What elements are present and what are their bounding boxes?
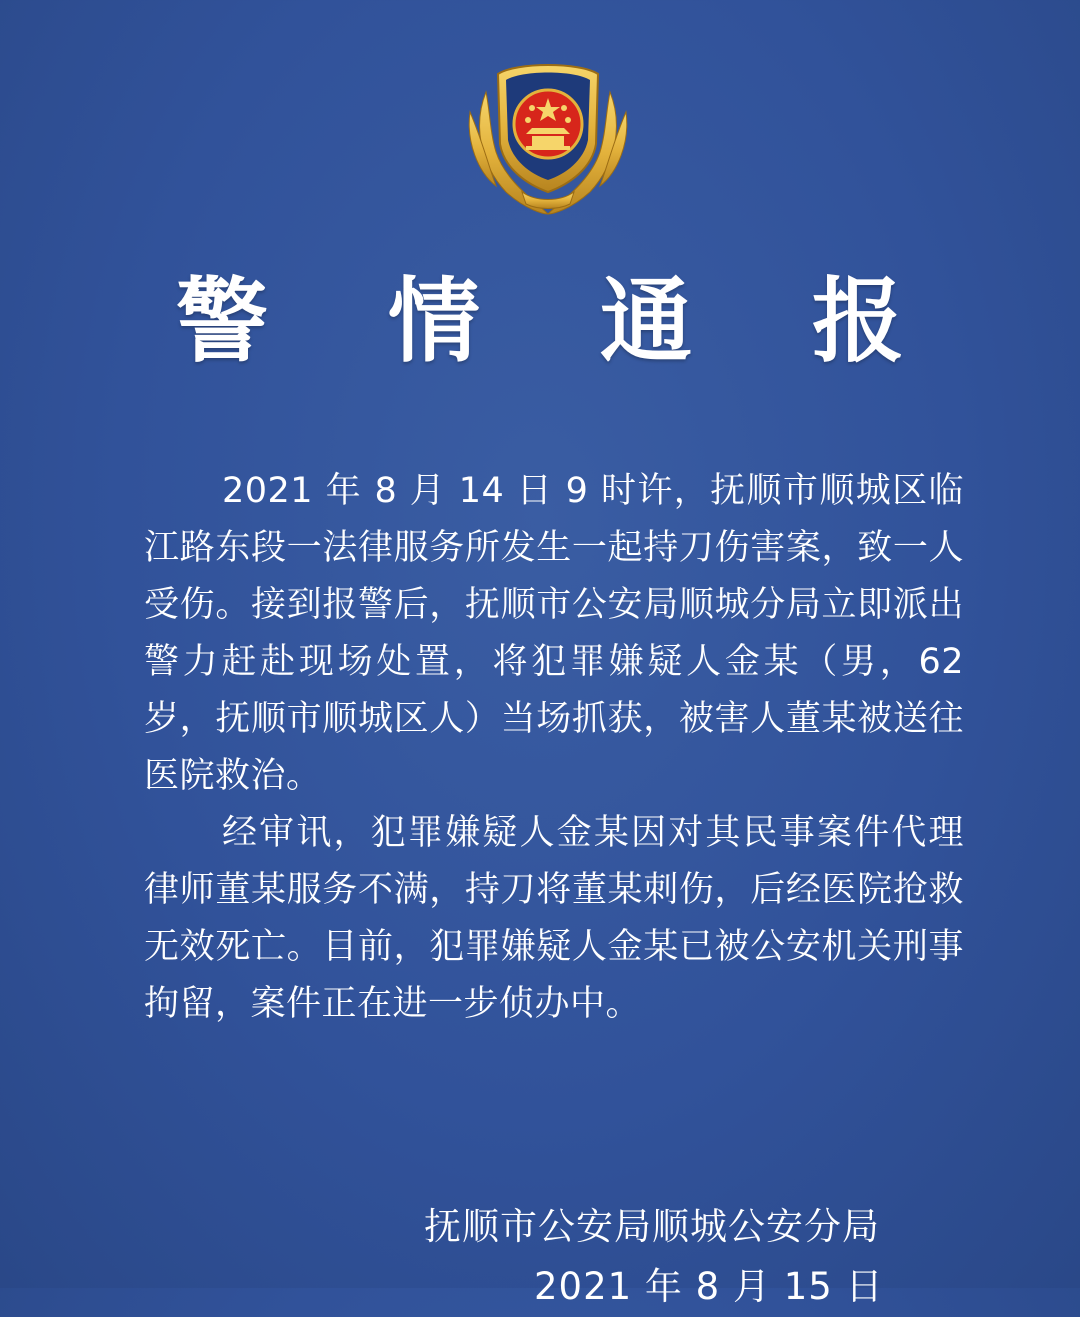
notice-signature — [424, 1197, 1044, 1317]
notice-paragraph-1: 2021 年 8 月 14 日 9 时许，抚顺市顺城区临江路东段一法律服务所发生一起持刀伤害案，致一人受伤。接到报警后，抚顺市公安局顺城分局立即派出警力赶赴现场处置，将犯罪嫌疑人金某（男，62 岁，抚顺市顺城区人）当场抓获，被害人董某被送往医院救治。 — [144, 471, 964, 796]
issue-date: 2021 年 8 月 15 日 — [534, 1265, 884, 1308]
notice-title: 警 情 通 报 — [175, 268, 949, 375]
notice-paragraph-2: 经审讯，犯罪嫌疑人金某因对其民事案件代理律师董某服务不满，持刀将董某刺伤，后经医院抢救无效死亡。目前，犯罪嫌疑人金某已被公安机关刑事拘留，案件正在进一步侦办中。 — [144, 813, 964, 1024]
issuer-name: 抚顺市公安局顺城公安分局 — [424, 1205, 880, 1248]
police-emblem-icon — [466, 52, 630, 220]
notice-body — [144, 463, 964, 1033]
